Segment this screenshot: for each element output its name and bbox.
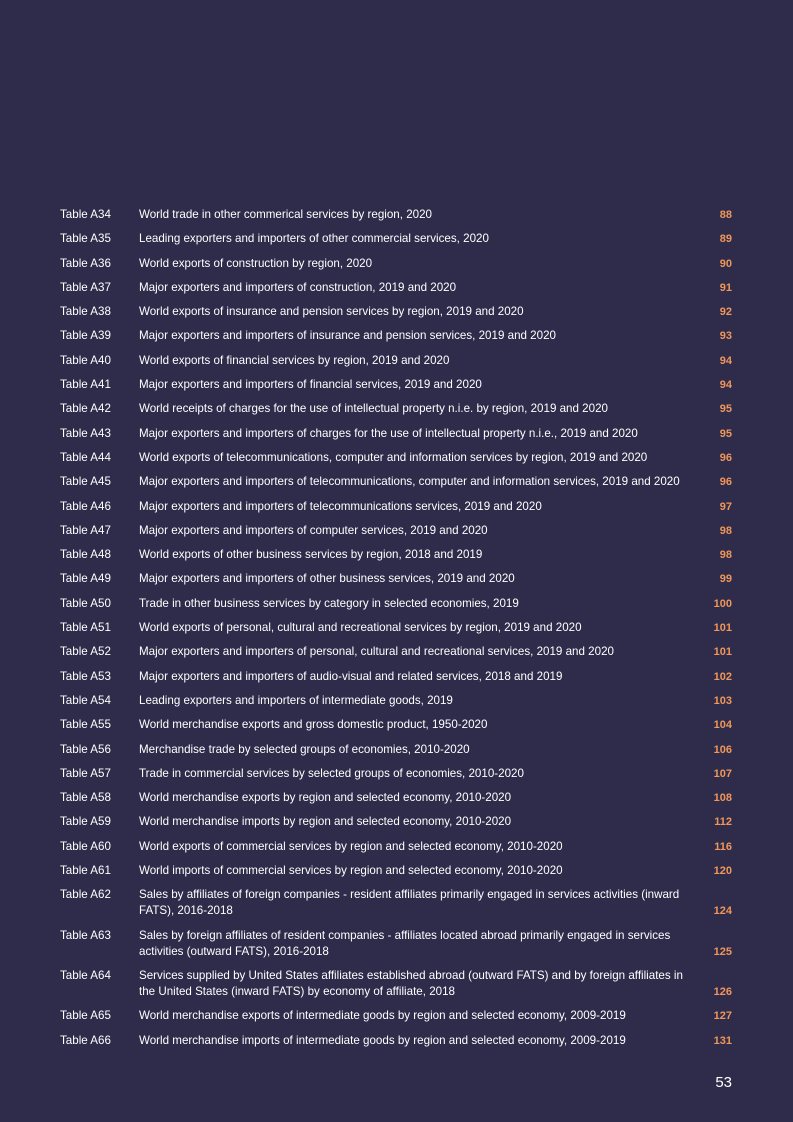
toc-entry-page: 92 [719,306,732,319]
toc-entry-title: Major exporters and importers of insurance and pension services, 2019 and 2020 [139,329,556,343]
toc-entry-title: World exports of other business services by region, 2018 and 2019 [139,548,483,562]
toc-entry[interactable] [60,401,732,417]
toc-entry-page: 103 [713,694,732,707]
toc-entry-page: 125 [713,945,732,958]
toc-entry-title: World exports of commercial services by region and selected economy, 2010-2020 [139,839,563,853]
toc-entry-title: World exports of personal, cultural and recreational services by region, 2019 and 2020 [139,621,582,635]
toc-entry-title: World exports of telecommunications, computer and information services by region, 2019 and 2020 [139,450,648,464]
toc-entry-title: World merchandise imports of intermediate goods by region and selected economy, 2009-2019 [139,1033,626,1047]
toc-entry-title: Sales by foreign affiliates of resident companies - affiliates located abroad primarily engaged in services activities (outward FATS), 2016-2018 [139,928,671,958]
toc-entry-page: 99 [719,573,732,586]
toc-entry[interactable] [60,426,732,442]
toc-entry-title: Leading exporters and importers of other commercial services, 2020 [139,232,489,246]
toc-entry-title: World trade in other commerical services by region, 2020 [139,208,432,221]
toc-entry-page: 107 [713,767,732,780]
toc-entry-label: Table A35 [60,232,111,246]
toc-entry-label: Table A50 [60,596,111,610]
toc-entry-title: Major exporters and importers of audio-visual and related services, 2018 and 2019 [139,669,563,683]
toc-entry-page: 108 [713,792,732,805]
toc-entry-page: 100 [713,597,732,610]
toc-entry-page: 116 [714,840,732,853]
toc-entry-page: 95 [719,403,732,416]
toc-entry[interactable] [60,328,732,344]
toc-entry-label: Table A47 [60,523,111,537]
toc-entry-title: World merchandise exports by region and selected economy, 2010-2020 [139,791,512,805]
toc-entry-page: 98 [719,549,732,562]
toc-entry-label: Table A58 [60,791,111,805]
toc-entry-label: Table A41 [60,378,111,392]
toc-entry-title: World imports of commercial services by region and selected economy, 2010-2020 [139,864,563,878]
toc-entry-page: 91 [719,281,732,294]
toc-entry-page: 90 [719,257,732,270]
toc-entry-label: Table A63 [60,928,111,942]
toc-entry-title: World receipts of charges for the use of intellectual property n.i.e. by region, 2019 and 2020 [139,402,608,416]
toc-entry-title: World merchandise exports of intermediate goods by region and selected economy, 2009-2019 [139,1009,626,1023]
toc-entry[interactable] [60,377,732,393]
toc-entry-label: Table A65 [60,1009,111,1023]
toc-entry-page: 131 [713,1034,732,1047]
toc-entry-page: 120 [713,865,732,878]
table-of-contents [60,207,732,1057]
toc-entry[interactable] [60,693,732,709]
toc-entry[interactable] [60,304,732,320]
toc-entry[interactable] [60,571,732,587]
toc-entry[interactable] [60,717,732,733]
toc-entry-page: 96 [719,451,732,464]
toc-entry-label: Table A62 [60,888,111,902]
toc-entry-label: Table A34 [60,208,111,221]
toc-entry-label: Table A55 [60,718,111,732]
toc-entry[interactable] [60,644,732,660]
toc-entry-page: 88 [719,209,732,221]
toc-entry[interactable] [60,474,732,490]
toc-entry[interactable] [60,1033,732,1049]
toc-entry-label: Table A53 [60,669,111,683]
toc-entry-page: 127 [713,1010,732,1023]
toc-entry-title: Services supplied by United States affiliates established abroad (outward FATS) and by foreign affiliates in the United States (inward FATS) by economy of affiliate, 2018 [139,968,683,998]
toc-entry-title: World exports of construction by region, 2020 [139,256,373,270]
toc-entry-page: 94 [719,379,732,392]
toc-entry[interactable] [60,450,732,466]
toc-entry-label: Table A40 [60,353,111,367]
toc-entry[interactable] [60,353,732,369]
toc-entry[interactable] [60,280,732,296]
toc-entry-label: Table A38 [60,305,111,319]
toc-entry-page: 98 [719,524,732,537]
page-number: 53 [715,1074,732,1091]
toc-entry-page: 94 [719,354,732,367]
toc-entry-title: Major exporters and importers of construction, 2019 and 2020 [139,280,457,294]
toc-entry-page: 112 [714,816,732,829]
toc-entry-label: Table A54 [60,693,111,707]
toc-entry-title: Major exporters and importers of telecommunications, computer and information services, 2019 and 2020 [139,475,680,489]
toc-entry-label: Table A56 [60,742,111,756]
toc-entry[interactable] [60,1008,732,1024]
toc-entry[interactable] [60,256,732,272]
toc-entry-page: 96 [719,476,732,489]
toc-entry-title: World merchandise imports by region and selected economy, 2010-2020 [139,815,512,829]
toc-entry[interactable] [60,887,732,919]
toc-entry[interactable] [60,547,732,563]
toc-entry-page: 106 [713,743,732,756]
toc-entry-page: 101 [713,622,732,635]
toc-entry-label: Table A64 [60,968,111,982]
toc-entry-label: Table A36 [60,256,111,270]
toc-entry[interactable] [60,814,732,830]
toc-entry-page: 104 [713,719,732,732]
toc-entry[interactable] [60,742,732,758]
toc-entry-page: 93 [719,330,732,343]
toc-entry-label: Table A48 [60,548,111,562]
toc-entry-label: Table A59 [60,815,111,829]
toc-entry-label: Table A42 [60,402,111,416]
toc-entry-page: 101 [713,646,732,659]
toc-entry-title: Major exporters and importers of personal, cultural and recreational services, 2019 and 2020 [139,645,614,659]
toc-entry-label: Table A49 [60,572,111,586]
toc-entry-label: Table A46 [60,499,111,513]
toc-entry-label: Table A60 [60,839,111,853]
toc-entry-page: 97 [719,500,732,513]
toc-entry-label: Table A57 [60,766,111,780]
toc-entry-label: Table A52 [60,645,111,659]
toc-entry[interactable] [60,790,732,806]
toc-entry-title: Major exporters and importers of other business services, 2019 and 2020 [139,572,515,586]
toc-entry-title: Major exporters and importers of charges for the use of intellectual property n.i.e., 2019 and 2020 [139,426,638,440]
toc-entry[interactable] [60,231,732,247]
toc-entry-label: Table A44 [60,450,111,464]
toc-entry-title: Merchandise trade by selected groups of economies, 2010-2020 [139,742,470,756]
toc-entry-label: Table A37 [60,280,111,294]
toc-entry[interactable] [60,523,732,539]
toc-entry-title: Trade in other business services by category in selected economies, 2019 [139,596,519,610]
toc-entry-title: World merchandise exports and gross domestic product, 1950-2020 [139,718,488,732]
toc-entry-label: Table A61 [60,864,111,878]
toc-entry[interactable] [60,968,732,1000]
toc-entry[interactable] [60,766,732,782]
toc-entry[interactable] [60,863,732,879]
toc-entry-label: Table A51 [60,621,111,635]
toc-entry-page: 89 [719,233,732,246]
toc-entry-page: 102 [713,670,732,683]
toc-entry[interactable] [60,669,732,685]
toc-entry-title: Major exporters and importers of computer services, 2019 and 2020 [139,523,488,537]
toc-entry-title: Leading exporters and importers of intermediate goods, 2019 [139,693,453,707]
toc-entry-title: World exports of insurance and pension services by region, 2019 and 2020 [139,305,524,319]
toc-entry-label: Table A66 [60,1033,111,1047]
toc-entry-page: 95 [719,427,732,440]
toc-entry-title: Trade in commercial services by selected groups of economies, 2010-2020 [139,766,524,780]
toc-entry-page: 126 [713,985,732,998]
toc-entry-title: Major exporters and importers of financial services, 2019 and 2020 [139,378,482,392]
toc-entry[interactable] [60,499,732,515]
toc-entry[interactable] [60,620,732,636]
toc-entry-label: Table A45 [60,475,111,489]
toc-entry[interactable] [60,928,732,960]
toc-entry-title: World exports of financial services by region, 2019 and 2020 [139,353,450,367]
toc-entry-title: Major exporters and importers of telecommunications services, 2019 and 2020 [139,499,542,513]
toc-entry-page: 124 [713,905,732,918]
toc-entry[interactable] [60,839,732,855]
toc-entry[interactable] [60,596,732,612]
toc-entry-label: Table A39 [60,329,111,343]
toc-entry[interactable] [60,207,732,223]
toc-entry-title: Sales by affiliates of foreign companies - resident affiliates primarily engaged in services activities (inward FATS), 2016-2018 [139,888,680,918]
toc-entry-label: Table A43 [60,426,111,440]
